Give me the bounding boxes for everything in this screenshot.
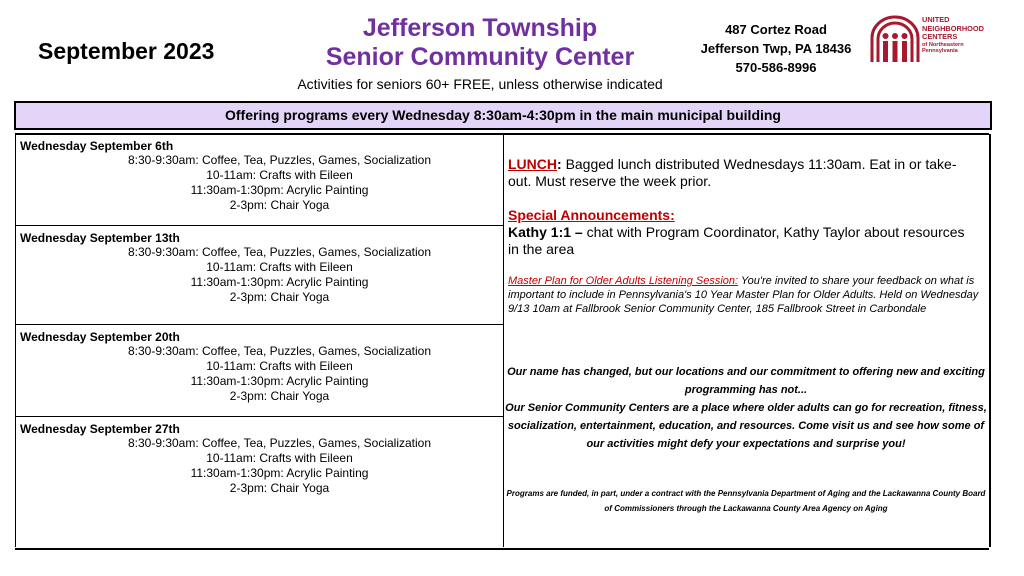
center-title: [280, 14, 680, 72]
program-banner: Offering programs every Wednesday 8:30am-4:30pm in the main municipal building: [14, 101, 992, 130]
day-title: Wednesday September 20th: [20, 330, 180, 344]
center-title-line-2: Senior Community Center: [325, 43, 635, 71]
day-title: Wednesday September 13th: [20, 231, 180, 245]
event-item: 10-11am: Crafts with Eileen: [206, 168, 353, 182]
promo-text: [505, 363, 987, 453]
city-address: Jefferson Twp, PA 18436: [700, 41, 852, 56]
event-item: 10-11am: Crafts with Eileen: [206, 260, 353, 274]
address-block: [690, 20, 862, 77]
lunch-notice: LUNCH: Bagged lunch distributed Wednesdays 11:30am. Eat in or take-out. Must reserve the week prior.: [508, 156, 957, 189]
event-item: 11:30am-1:30pm: Acrylic Painting: [190, 466, 369, 480]
street-address: 487 Cortez Road: [725, 22, 827, 37]
event-list: [56, 436, 503, 496]
unc-logo: [868, 14, 1008, 66]
event-item: 10-11am: Crafts with Eileen: [206, 359, 353, 373]
logo-line-1: UNITED: [922, 15, 950, 24]
event-item: 2-3pm: Chair Yoga: [229, 481, 330, 495]
event-item: 2-3pm: Chair Yoga: [229, 290, 330, 304]
event-item: 11:30am-1:30pm: Acrylic Painting: [190, 183, 369, 197]
event-item: 11:30am-1:30pm: Acrylic Painting: [190, 275, 369, 289]
center-title-line-1: Jefferson Township: [362, 14, 598, 42]
master-plan-notice: [508, 274, 983, 316]
promo-line-2: Our Senior Community Centers are a place where older adults can go for recreation, fitness, socialization, entertainment, education, and resources. Come visit us and see how some of our activities might defy your expectations and surprise you!: [505, 402, 987, 450]
info-column: [503, 134, 991, 547]
event-item: 8:30-9:30am: Coffee, Tea, Puzzles, Games, Socialization: [127, 436, 432, 450]
logo-line-3: CENTERS: [922, 32, 958, 42]
lunch-label: LUNCH: [508, 156, 557, 172]
subtitle: Activities for seniors 60+ FREE, unless otherwise indicated: [297, 76, 663, 92]
event-item: 2-3pm: Chair Yoga: [229, 198, 330, 212]
master-plan-text: You're invited to share your feedback on what is important to include in Pennsylvania's 10 Year Master Plan for Older Adults. Held on Wednesday 9/13 10am at Fallbrook Senior Community Center, 185 Fallbrook Street in Carbondale: [508, 275, 979, 315]
event-item: 8:30-9:30am: Coffee, Tea, Puzzles, Games, Socialization: [127, 153, 432, 167]
event-list: [56, 245, 503, 305]
master-plan-label: Master Plan for Older Adults Listening Session:: [508, 275, 739, 287]
announcements: [508, 207, 978, 258]
lunch-text: Bagged lunch distributed Wednesdays 11:30am. Eat in or take-out. Must reserve the week prior.: [508, 156, 957, 189]
logo-line-2: NEIGHBORHOOD: [922, 23, 985, 33]
arches-icon: [868, 14, 922, 64]
event-item: 2-3pm: Chair Yoga: [229, 389, 330, 403]
day-title: Wednesday September 27th: [20, 422, 180, 436]
day-block: [16, 417, 503, 546]
event-item: 8:30-9:30am: Coffee, Tea, Puzzles, Games, Socialization: [127, 344, 432, 358]
kathy-announcement: [508, 224, 978, 258]
event-item: 8:30-9:30am: Coffee, Tea, Puzzles, Games, Socialization: [127, 245, 432, 259]
logo-line-4: of Northeastern: [922, 41, 964, 48]
event-list: [56, 344, 503, 404]
kathy-label: Kathy 1:1 –: [508, 224, 583, 240]
logo-line-5: Pennsylvania: [922, 48, 958, 55]
schedule-column: [15, 134, 504, 547]
day-title: Wednesday September 6th: [20, 139, 174, 153]
month-title: September 2023: [38, 38, 215, 64]
event-item: 11:30am-1:30pm: Acrylic Painting: [190, 374, 369, 388]
day-block: [16, 226, 503, 325]
event-item: 10-11am: Crafts with Eileen: [206, 451, 353, 465]
funding-note: Programs are funded, in part, under a contract with the Pennsylvania Department of Aging and the Lackawanna County Board of Commissioners through the Lackawanna County Area Agency on Aging: [506, 489, 986, 513]
announcements-label: Special Announcements:: [508, 207, 675, 223]
kathy-text: chat with Program Coordinator, Kathy Taylor about resources in the area: [508, 224, 965, 257]
promo-line-1: Our name has changed, but our locations and our commitment to offering new and exciting programming has not...: [507, 366, 985, 396]
event-list: [56, 153, 503, 213]
day-block: [16, 134, 503, 226]
logo-text: [922, 16, 984, 55]
phone-number: 570-586-8996: [735, 60, 817, 75]
day-block: [16, 325, 503, 417]
